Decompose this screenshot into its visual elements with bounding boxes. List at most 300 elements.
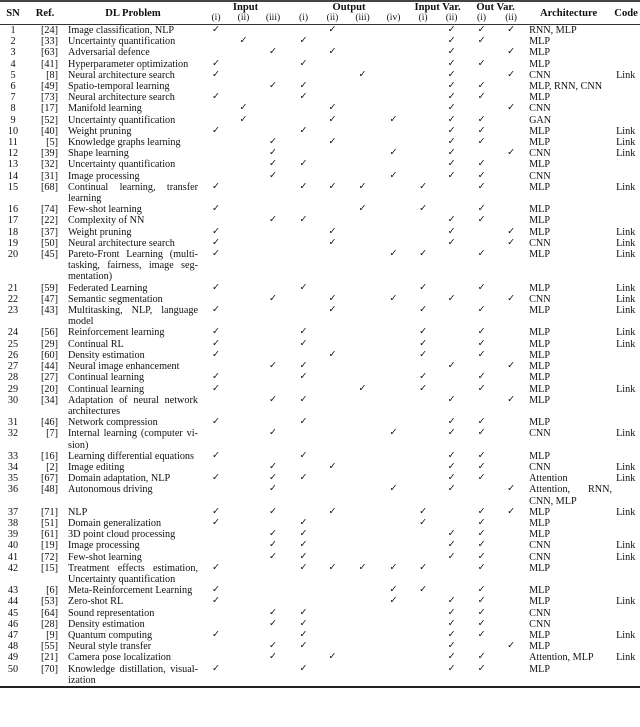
cell-ov-ii	[497, 451, 525, 462]
cell-out-iv	[378, 372, 409, 383]
table-row	[0, 103, 640, 114]
checkmark-icon: ✓	[299, 361, 308, 372]
code-link[interactable]: Link	[616, 383, 636, 395]
row-sn: 32	[7, 428, 19, 440]
cell-ov-ii	[497, 350, 525, 361]
subheader-input-ii: (ii)	[237, 12, 250, 23]
cell-in-i	[202, 148, 230, 159]
table-row	[0, 25, 640, 37]
checkmark-icon: ✓	[447, 103, 456, 114]
row-sn: 14	[7, 170, 19, 182]
row-ref: [29]	[41, 338, 58, 350]
code-link[interactable]: Link	[616, 237, 636, 249]
code-cell	[612, 171, 640, 182]
row-ref: [59]	[41, 282, 58, 294]
checkmark-icon: ✓	[269, 215, 277, 226]
table-row	[0, 327, 640, 338]
checkmark-icon: ✓	[447, 417, 456, 428]
cell-ov-i	[466, 47, 497, 58]
cell-out-i	[289, 630, 318, 641]
cell-out-i	[289, 25, 318, 37]
cell-out-iv	[378, 70, 409, 81]
cell-in-iii	[257, 395, 289, 417]
checkmark-icon: ✓	[269, 551, 277, 562]
cell-out-iv	[378, 540, 409, 551]
cell-out-iv	[378, 641, 409, 652]
cell-iv-i	[409, 372, 437, 383]
cell-ov-ii	[497, 384, 525, 395]
checkmark-icon: ✓	[477, 215, 486, 226]
cell-in-ii	[230, 339, 257, 350]
row-architecture: MLP	[529, 305, 551, 317]
checkmark-icon: ✓	[212, 58, 220, 69]
checkmark-icon: ✓	[212, 372, 220, 383]
cell-out-iv	[378, 238, 409, 249]
checkmark-icon: ✓	[328, 181, 337, 192]
cell-iv-i	[409, 215, 437, 226]
cell-iv-i	[409, 305, 437, 327]
row-architecture: MLP	[529, 338, 551, 350]
subheader-out-var-i: (i)	[477, 12, 487, 23]
cell-out-ii	[318, 126, 347, 137]
checkmark-icon: ✓	[477, 428, 486, 439]
cell-in-iii	[257, 484, 289, 506]
checkmark-icon: ✓	[212, 204, 220, 215]
code-link[interactable]: Link	[616, 652, 636, 664]
checkmark-icon: ✓	[299, 517, 308, 528]
code-cell	[612, 215, 640, 226]
row-sn: 6	[10, 81, 16, 93]
cell-iv-ii	[437, 103, 466, 114]
checkmark-icon: ✓	[389, 562, 398, 573]
code-link[interactable]: Link	[616, 327, 636, 339]
cell-in-i	[202, 182, 230, 204]
cell-iv-ii	[437, 529, 466, 540]
cell-ov-i	[466, 238, 497, 249]
code-link[interactable]: Link	[616, 181, 636, 193]
cell-in-iii	[257, 215, 289, 226]
checkmark-icon: ✓	[419, 383, 428, 394]
row-architecture: MLP	[529, 349, 551, 361]
checkmark-icon: ✓	[299, 282, 308, 293]
code-link[interactable]: Link	[616, 69, 636, 81]
row-sn: 1	[10, 25, 16, 36]
row-sn: 31	[7, 417, 19, 429]
cell-in-iii	[257, 585, 289, 596]
row-problem: Image processing	[68, 540, 140, 552]
cell-ov-i	[466, 182, 497, 204]
table-row	[0, 115, 640, 126]
cell-out-ii	[318, 372, 347, 383]
cell-ov-ii	[497, 81, 525, 92]
row-ref: [56]	[41, 327, 58, 339]
cell-iv-ii	[437, 171, 466, 182]
row-ref: [64]	[41, 607, 58, 619]
table-row	[0, 529, 640, 540]
table-row	[0, 47, 640, 58]
header-sn: SN	[6, 7, 20, 19]
cell-out-i	[289, 361, 318, 372]
checkmark-icon: ✓	[447, 215, 456, 226]
cell-in-ii	[230, 227, 257, 238]
cell-iv-ii	[437, 361, 466, 372]
row-ref: [67]	[41, 473, 58, 485]
code-link[interactable]: Link	[616, 473, 636, 485]
row-ref: [61]	[41, 529, 58, 541]
cell-out-i	[289, 115, 318, 126]
cell-ov-ii	[497, 507, 525, 518]
checkmark-icon: ✓	[477, 36, 486, 47]
cell-in-i	[202, 384, 230, 395]
code-cell	[612, 115, 640, 126]
cell-ov-ii	[497, 227, 525, 238]
cell-iv-ii	[437, 238, 466, 249]
cell-out-ii	[318, 70, 347, 81]
code-cell	[612, 350, 640, 361]
row-ref: [8]	[46, 69, 58, 81]
row-sn: 30	[7, 394, 19, 406]
checkmark-icon: ✓	[269, 607, 277, 618]
cell-out-iv	[378, 585, 409, 596]
code-link[interactable]: Link	[616, 596, 636, 608]
cell-out-i	[289, 339, 318, 350]
checkmark-icon: ✓	[477, 25, 486, 35]
checkmark-icon: ✓	[212, 383, 220, 394]
cell-iv-ii	[437, 115, 466, 126]
row-problem: Adversarial defence	[68, 47, 150, 59]
checkmark-icon: ✓	[419, 338, 428, 349]
cell-ov-i	[466, 462, 497, 473]
cell-ov-i	[466, 339, 497, 350]
row-ref: [51]	[41, 517, 58, 529]
row-ref: [63]	[41, 47, 58, 59]
row-ref: [17]	[41, 103, 58, 115]
code-link[interactable]: Link	[616, 305, 636, 317]
checkmark-icon: ✓	[447, 551, 456, 562]
cell-ov-i	[466, 473, 497, 484]
row-sn: 40	[7, 540, 19, 552]
subheader-input-var-ii: (ii)	[445, 12, 458, 23]
cell-ov-i	[466, 395, 497, 417]
table-row	[0, 350, 640, 361]
row-sn: 18	[7, 226, 19, 238]
row-architecture: MLP, RNN, CNN	[529, 81, 603, 93]
cell-out-i	[289, 137, 318, 148]
row-architecture: MLP	[529, 585, 551, 597]
checkmark-icon: ✓	[328, 237, 337, 248]
cell-in-i	[202, 596, 230, 607]
cell-ov-ii	[497, 204, 525, 215]
cell-out-iv	[378, 507, 409, 518]
row-sn: 37	[7, 506, 19, 518]
code-link[interactable]: Link	[616, 540, 636, 552]
cell-out-iii	[347, 361, 378, 372]
cell-out-ii	[318, 652, 347, 663]
checkmark-icon: ✓	[447, 473, 456, 484]
row-sn: 33	[7, 450, 19, 462]
row-sn: 9	[10, 114, 16, 126]
cell-out-i	[289, 159, 318, 170]
cell-iv-ii	[437, 630, 466, 641]
checkmark-icon: ✓	[477, 204, 486, 215]
table-row	[0, 563, 640, 585]
header-out-var: Out Var.	[476, 2, 515, 13]
checkmark-icon: ✓	[212, 473, 220, 484]
cell-out-iii	[347, 451, 378, 462]
cell-out-ii	[318, 664, 347, 687]
checkmark-icon: ✓	[299, 529, 308, 540]
cell-out-ii	[318, 417, 347, 428]
cell-in-i	[202, 92, 230, 103]
cell-out-iii	[347, 384, 378, 395]
checkmark-icon: ✓	[269, 170, 277, 181]
cell-ov-i	[466, 283, 497, 294]
row-problem: Quantum computing	[68, 629, 153, 641]
row-architecture: MLP	[529, 450, 551, 462]
cell-ov-i	[466, 608, 497, 619]
checkmark-icon: ✓	[477, 282, 486, 293]
cell-iv-i	[409, 395, 437, 417]
table-row	[0, 137, 640, 148]
cell-in-i	[202, 585, 230, 596]
table-row	[0, 428, 640, 450]
code-link[interactable]: Link	[616, 629, 636, 641]
table-row	[0, 451, 640, 462]
cell-out-i	[289, 619, 318, 630]
row-problem: Manifold learning	[68, 103, 142, 115]
cell-out-iii	[347, 294, 378, 305]
row-problem: Network compression	[68, 417, 158, 429]
cell-out-iii	[347, 630, 378, 641]
checkmark-icon: ✓	[419, 562, 428, 573]
code-link[interactable]: Link	[616, 282, 636, 294]
cell-in-iii	[257, 159, 289, 170]
cell-in-iii	[257, 473, 289, 484]
cell-out-ii	[318, 540, 347, 551]
row-problem: Treatment effects estimation, Uncertainty quantification	[68, 562, 198, 585]
cell-iv-i	[409, 619, 437, 630]
cell-ov-ii	[497, 428, 525, 450]
cell-iv-i	[409, 126, 437, 137]
subheader-output-iv: (iv)	[386, 12, 401, 23]
cell-out-iii	[347, 25, 378, 37]
cell-out-i	[289, 215, 318, 226]
row-architecture: CNN	[529, 428, 551, 440]
checkmark-icon: ✓	[269, 293, 277, 304]
row-architecture: CNN	[529, 148, 551, 160]
checkmark-icon: ✓	[389, 170, 398, 181]
cell-out-i	[289, 608, 318, 619]
cell-ov-ii	[497, 518, 525, 529]
checkmark-icon: ✓	[212, 349, 220, 360]
cell-out-ii	[318, 507, 347, 518]
table-row	[0, 92, 640, 103]
row-problem: Camera pose localization	[68, 652, 171, 664]
code-link[interactable]: Link	[616, 338, 636, 350]
checkmark-icon: ✓	[447, 148, 456, 159]
cell-in-i	[202, 215, 230, 226]
cell-iv-i	[409, 585, 437, 596]
code-link[interactable]: Link	[616, 461, 636, 473]
code-link[interactable]: Link	[616, 226, 636, 238]
checkmark-icon: ✓	[447, 36, 456, 47]
checkmark-icon: ✓	[447, 137, 456, 148]
checkmark-icon: ✓	[507, 641, 516, 652]
code-link[interactable]: Link	[616, 148, 636, 160]
cell-in-i	[202, 238, 230, 249]
cell-iv-i	[409, 25, 437, 37]
cell-ov-i	[466, 92, 497, 103]
code-link[interactable]: Link	[616, 125, 636, 137]
table-row	[0, 552, 640, 563]
cell-iv-i	[409, 428, 437, 450]
row-problem: Few-shot learning	[68, 204, 142, 216]
row-problem: Zero-shot RL	[68, 596, 124, 608]
row-architecture: MLP	[529, 58, 551, 70]
row-problem: Learning differential equations	[68, 450, 194, 462]
row-sn: 25	[7, 338, 19, 350]
checkmark-icon: ✓	[507, 394, 516, 405]
checkmark-icon: ✓	[212, 517, 220, 528]
code-link[interactable]: Link	[616, 428, 636, 440]
checkmark-icon: ✓	[447, 484, 456, 495]
cell-out-iii	[347, 529, 378, 540]
row-ref: [71]	[41, 506, 58, 518]
cell-iv-ii	[437, 92, 466, 103]
cell-iv-ii	[437, 182, 466, 204]
cell-out-iii	[347, 462, 378, 473]
checkmark-icon: ✓	[328, 349, 337, 360]
row-architecture: CNN	[529, 293, 551, 305]
checkmark-icon: ✓	[299, 450, 308, 461]
cell-out-i	[289, 81, 318, 92]
row-architecture: MLP	[529, 361, 551, 373]
cell-in-ii	[230, 81, 257, 92]
row-problem: Uncertainty quantification	[68, 159, 176, 171]
cell-out-ii	[318, 428, 347, 450]
cell-out-iii	[347, 652, 378, 663]
code-link[interactable]: Link	[616, 293, 636, 305]
code-link[interactable]: Link	[616, 551, 636, 563]
cell-in-iii	[257, 59, 289, 70]
cell-iv-i	[409, 518, 437, 529]
cell-ov-ii	[497, 417, 525, 428]
checkmark-icon: ✓	[477, 372, 486, 383]
row-sn: 13	[7, 159, 19, 171]
row-ref: [45]	[41, 249, 58, 261]
cell-in-i	[202, 227, 230, 238]
cell-out-iii	[347, 563, 378, 585]
cell-iv-ii	[437, 484, 466, 506]
code-link[interactable]: Link	[616, 249, 636, 261]
code-cell	[612, 585, 640, 596]
checkmark-icon: ✓	[389, 114, 398, 125]
cell-ov-ii	[497, 630, 525, 641]
cell-out-iii	[347, 484, 378, 506]
checkmark-icon: ✓	[328, 103, 337, 114]
row-ref: [46]	[41, 417, 58, 429]
checkmark-icon: ✓	[239, 36, 248, 47]
code-cell	[612, 518, 640, 529]
row-problem: Continual learning	[68, 383, 145, 395]
table-row	[0, 585, 640, 596]
cell-out-iv	[378, 249, 409, 283]
cell-iv-ii	[437, 339, 466, 350]
code-link[interactable]: Link	[616, 137, 636, 149]
row-ref: [70]	[41, 663, 58, 675]
cell-in-iii	[257, 630, 289, 641]
cell-iv-ii	[437, 641, 466, 652]
checkmark-icon: ✓	[299, 215, 308, 226]
cell-iv-ii	[437, 563, 466, 585]
cell-in-i	[202, 327, 230, 338]
cell-in-iii	[257, 417, 289, 428]
cell-in-iii	[257, 608, 289, 619]
cell-in-iii	[257, 641, 289, 652]
cell-ov-i	[466, 630, 497, 641]
checkmark-icon: ✓	[447, 114, 456, 125]
cell-iv-ii	[437, 372, 466, 383]
cell-ov-ii	[497, 664, 525, 687]
checkmark-icon: ✓	[477, 607, 486, 618]
cell-ov-i	[466, 305, 497, 327]
row-architecture: MLP	[529, 125, 551, 137]
row-architecture: MLP	[529, 596, 551, 608]
cell-iv-ii	[437, 305, 466, 327]
row-problem: Density estimation	[68, 349, 145, 361]
checkmark-icon: ✓	[477, 473, 486, 484]
code-link[interactable]: Link	[616, 506, 636, 518]
cell-ov-ii	[497, 361, 525, 372]
checkmark-icon: ✓	[212, 562, 220, 573]
checkmark-icon: ✓	[477, 618, 486, 629]
row-problem: Sound representation	[68, 607, 155, 619]
cell-in-i	[202, 283, 230, 294]
table-row	[0, 36, 640, 47]
cell-ov-i	[466, 641, 497, 652]
cell-iv-i	[409, 608, 437, 619]
table-row	[0, 641, 640, 652]
row-ref: [28]	[41, 618, 58, 630]
row-sn: 24	[7, 327, 19, 339]
table-row	[0, 417, 640, 428]
cell-out-ii	[318, 350, 347, 361]
cell-iv-i	[409, 327, 437, 338]
checkmark-icon: ✓	[477, 663, 486, 674]
checkmark-icon: ✓	[447, 25, 456, 35]
table-row	[0, 619, 640, 630]
table-row	[0, 171, 640, 182]
table-row	[0, 70, 640, 81]
checkmark-icon: ✓	[419, 372, 428, 383]
cell-out-ii	[318, 283, 347, 294]
cell-in-ii	[230, 159, 257, 170]
table-row	[0, 664, 640, 687]
table-row	[0, 159, 640, 170]
cell-out-iv	[378, 294, 409, 305]
cell-iv-i	[409, 204, 437, 215]
table-row	[0, 473, 640, 484]
cell-in-ii	[230, 428, 257, 450]
checkmark-icon: ✓	[477, 58, 486, 69]
code-cell	[612, 608, 640, 619]
row-sn: 15	[7, 181, 19, 193]
cell-iv-i	[409, 641, 437, 652]
cell-iv-ii	[437, 585, 466, 596]
row-architecture: CNN	[529, 461, 551, 473]
cell-iv-ii	[437, 215, 466, 226]
cell-in-i	[202, 552, 230, 563]
